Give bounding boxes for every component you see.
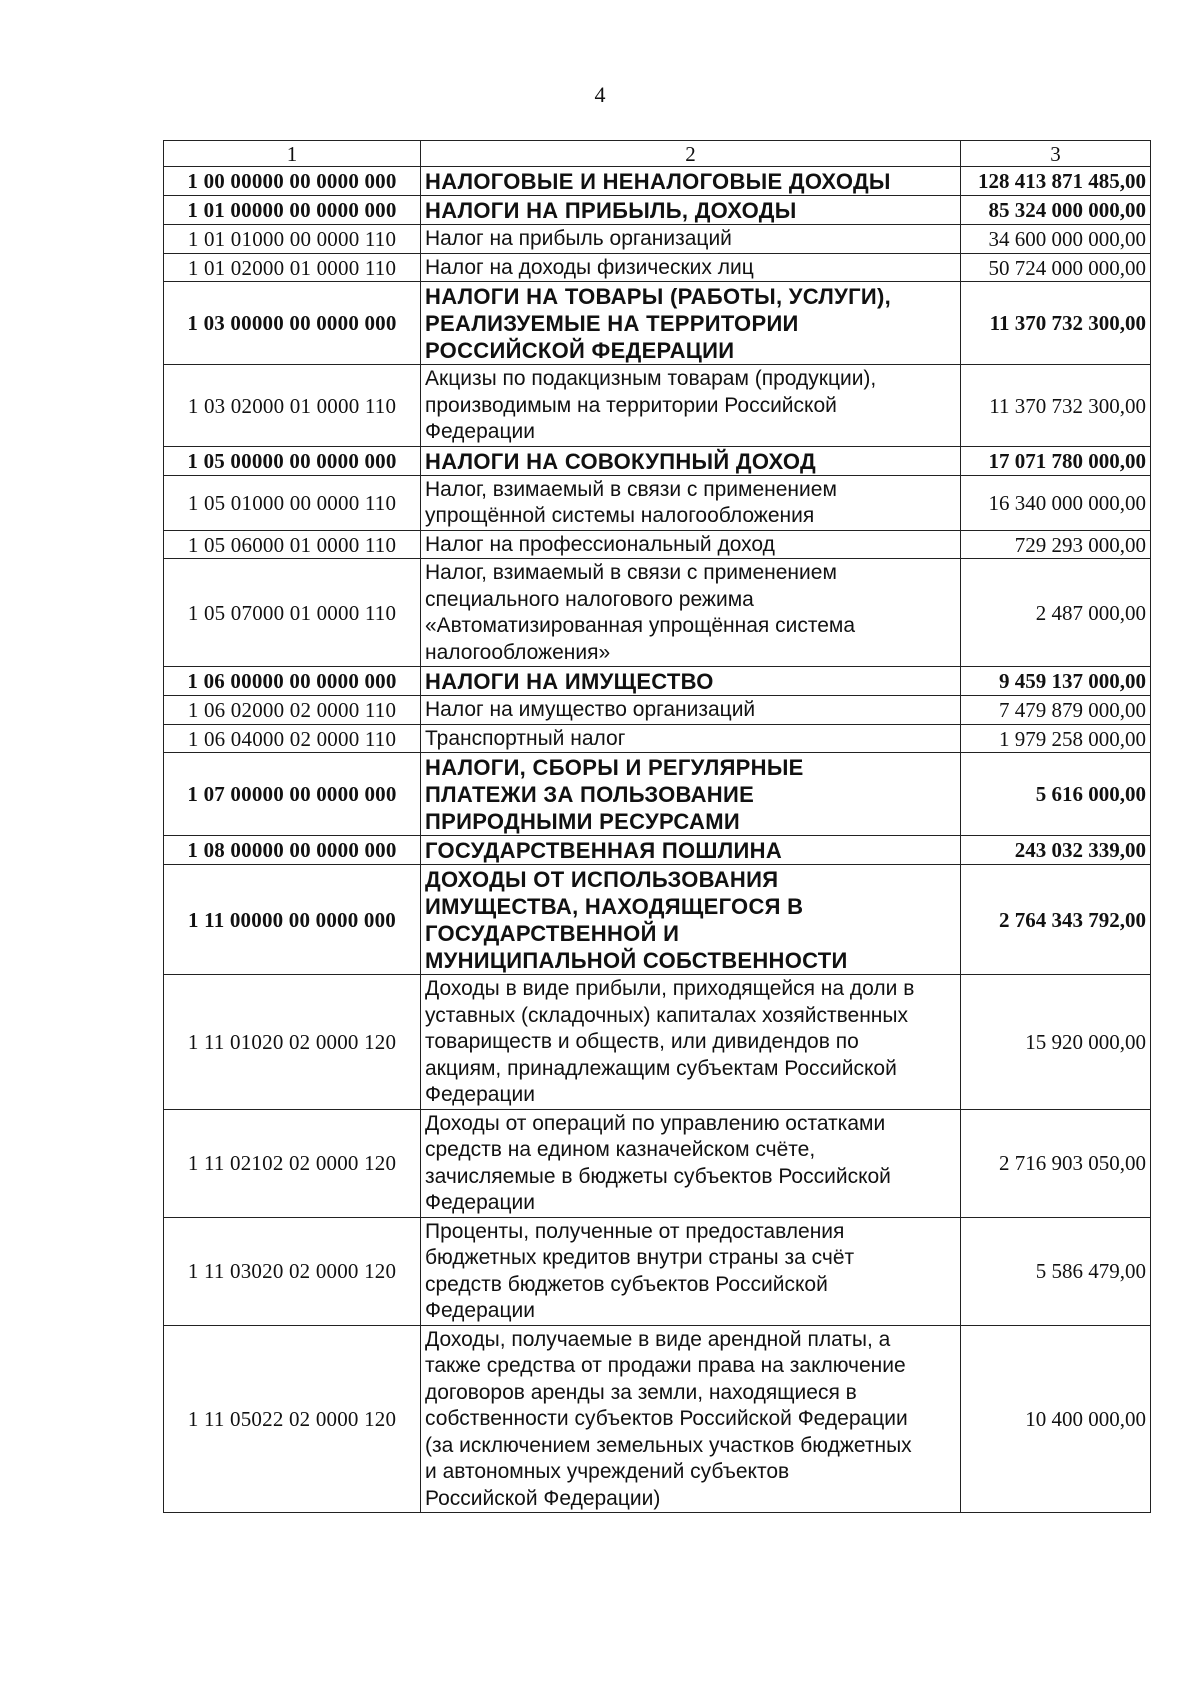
table-row — [164, 1325, 1151, 1513]
table-row-section — [164, 836, 1151, 865]
amount-cell: 10 400 000,00 — [961, 1325, 1151, 1513]
amount-cell: 2 764 343 792,00 — [961, 865, 1151, 975]
revenue-code-cell: 1 08 00000 00 0000 000 — [164, 836, 421, 865]
amount-cell: 9 459 137 000,00 — [961, 667, 1151, 696]
table-row-section — [164, 865, 1151, 975]
amount-cell: 729 293 000,00 — [961, 530, 1151, 559]
revenue-code-cell: 1 06 00000 00 0000 000 — [164, 667, 421, 696]
table-row — [164, 696, 1151, 725]
revenue-name-cell: НАЛОГИ, СБОРЫ И РЕГУЛЯРНЫЕ ПЛАТЕЖИ ЗА ПОЛЬЗОВАНИЕ ПРИРОДНЫМИ РЕСУРСАМИ — [421, 753, 961, 836]
amount-cell: 2 487 000,00 — [961, 559, 1151, 667]
amount-cell: 5 616 000,00 — [961, 753, 1151, 836]
revenue-name-cell: Налог, взимаемый в связи с применением специального налогового режима «Автоматизированная упрощённая система налогообложения» — [421, 559, 961, 667]
revenue-name-cell: Налог на имущество организаций — [421, 696, 961, 725]
table-row — [164, 975, 1151, 1110]
revenue-code-cell: 1 03 02000 01 0000 110 — [164, 365, 421, 447]
revenue-code-cell: 1 11 01020 02 0000 120 — [164, 975, 421, 1110]
amount-cell: 34 600 000 000,00 — [961, 225, 1151, 254]
amount-cell: 128 413 871 485,00 — [961, 167, 1151, 196]
revenue-name-cell: ДОХОДЫ ОТ ИСПОЛЬЗОВАНИЯ ИМУЩЕСТВА, НАХОДЯЩЕГОСЯ В ГОСУДАРСТВЕННОЙ И МУНИЦИПАЛЬНОЙ СОБСТВЕННОСТИ — [421, 865, 961, 975]
amount-cell: 11 370 732 300,00 — [961, 365, 1151, 447]
revenue-name-cell: НАЛОГОВЫЕ И НЕНАЛОГОВЫЕ ДОХОДЫ — [421, 167, 961, 196]
revenue-name-cell: Проценты, полученные от предоставления бюджетных кредитов внутри страны за счёт средств бюджетов субъектов Российской Федерации — [421, 1217, 961, 1325]
revenue-name-cell: НАЛОГИ НА СОВОКУПНЫЙ ДОХОД — [421, 446, 961, 475]
table-row-section — [164, 282, 1151, 365]
revenue-code-cell: 1 11 05022 02 0000 120 — [164, 1325, 421, 1513]
revenue-code-cell: 1 01 02000 01 0000 110 — [164, 253, 421, 282]
revenue-name-cell: НАЛОГИ НА ПРИБЫЛЬ, ДОХОДЫ — [421, 196, 961, 225]
revenue-code-cell: 1 01 01000 00 0000 110 — [164, 225, 421, 254]
revenue-name-cell: Налог на прибыль организаций — [421, 225, 961, 254]
amount-cell: 1 979 258 000,00 — [961, 724, 1151, 753]
revenue-code-cell: 1 06 04000 02 0000 110 — [164, 724, 421, 753]
table-row — [164, 724, 1151, 753]
table-row — [164, 225, 1151, 254]
table-row — [164, 1109, 1151, 1217]
revenue-code-cell: 1 11 02102 02 0000 120 — [164, 1109, 421, 1217]
table-row — [164, 559, 1151, 667]
table-row-section — [164, 196, 1151, 225]
revenue-code-cell: 1 05 06000 01 0000 110 — [164, 530, 421, 559]
table-row-section — [164, 667, 1151, 696]
budget-revenue-table — [163, 140, 1151, 1513]
column-number-2: 2 — [421, 141, 961, 167]
column-number-row — [164, 141, 1151, 167]
amount-cell: 16 340 000 000,00 — [961, 475, 1151, 530]
amount-cell: 85 324 000 000,00 — [961, 196, 1151, 225]
amount-cell: 7 479 879 000,00 — [961, 696, 1151, 725]
revenue-code-cell: 1 11 03020 02 0000 120 — [164, 1217, 421, 1325]
table-row — [164, 365, 1151, 447]
amount-cell: 15 920 000,00 — [961, 975, 1151, 1110]
column-number-3: 3 — [961, 141, 1151, 167]
revenue-name-cell: Налог, взимаемый в связи с применением упрощённой системы налогообложения — [421, 475, 961, 530]
revenue-name-cell: Доходы, получаемые в виде арендной платы, а также средства от продажи права на заключение договоров аренды за земли, находящиеся в собственности субъектов Российской Федерации (за исключением земельных участков бюджетных и автономных учреждений субъектов Российской Федерации) — [421, 1325, 961, 1513]
column-number-1: 1 — [164, 141, 421, 167]
revenue-code-cell: 1 07 00000 00 0000 000 — [164, 753, 421, 836]
table-row — [164, 475, 1151, 530]
revenue-name-cell: Акцизы по подакцизным товарам (продукции), производимым на территории Российской Федерации — [421, 365, 961, 447]
revenue-code-cell: 1 01 00000 00 0000 000 — [164, 196, 421, 225]
revenue-code-cell: 1 00 00000 00 0000 000 — [164, 167, 421, 196]
revenue-name-cell: Доходы в виде прибыли, приходящейся на доли в уставных (складочных) капиталах хозяйственных товариществ и обществ, или дивидендов по акциям, принадлежащим субъектам Российской Федерации — [421, 975, 961, 1110]
amount-cell: 50 724 000 000,00 — [961, 253, 1151, 282]
revenue-name-cell: НАЛОГИ НА ИМУЩЕСТВО — [421, 667, 961, 696]
table-body — [164, 141, 1151, 1513]
revenue-name-cell: НАЛОГИ НА ТОВАРЫ (РАБОТЫ, УСЛУГИ), РЕАЛИЗУЕМЫЕ НА ТЕРРИТОРИИ РОССИЙСКОЙ ФЕДЕРАЦИИ — [421, 282, 961, 365]
revenue-code-cell: 1 05 01000 00 0000 110 — [164, 475, 421, 530]
table-row — [164, 253, 1151, 282]
amount-cell: 17 071 780 000,00 — [961, 446, 1151, 475]
revenue-name-cell: Налог на профессиональный доход — [421, 530, 961, 559]
page-number: 4 — [594, 82, 606, 107]
table-row — [164, 530, 1151, 559]
amount-cell: 11 370 732 300,00 — [961, 282, 1151, 365]
revenue-code-cell: 1 05 07000 01 0000 110 — [164, 559, 421, 667]
table-row-section — [164, 446, 1151, 475]
revenue-code-cell: 1 03 00000 00 0000 000 — [164, 282, 421, 365]
revenue-name-cell: Налог на доходы физических лиц — [421, 253, 961, 282]
revenue-code-cell: 1 05 00000 00 0000 000 — [164, 446, 421, 475]
revenue-code-cell: 1 11 00000 00 0000 000 — [164, 865, 421, 975]
revenue-name-cell: Доходы от операций по управлению остатками средств на едином казначейском счёте, зачисляемые в бюджеты субъектов Российской Федерации — [421, 1109, 961, 1217]
revenue-code-cell: 1 06 02000 02 0000 110 — [164, 696, 421, 725]
amount-cell: 243 032 339,00 — [961, 836, 1151, 865]
revenue-name-cell: ГОСУДАРСТВЕННАЯ ПОШЛИНА — [421, 836, 961, 865]
table-row-section — [164, 167, 1151, 196]
table-row-section — [164, 753, 1151, 836]
revenue-name-cell: Транспортный налог — [421, 724, 961, 753]
table-row — [164, 1217, 1151, 1325]
amount-cell: 5 586 479,00 — [961, 1217, 1151, 1325]
amount-cell: 2 716 903 050,00 — [961, 1109, 1151, 1217]
